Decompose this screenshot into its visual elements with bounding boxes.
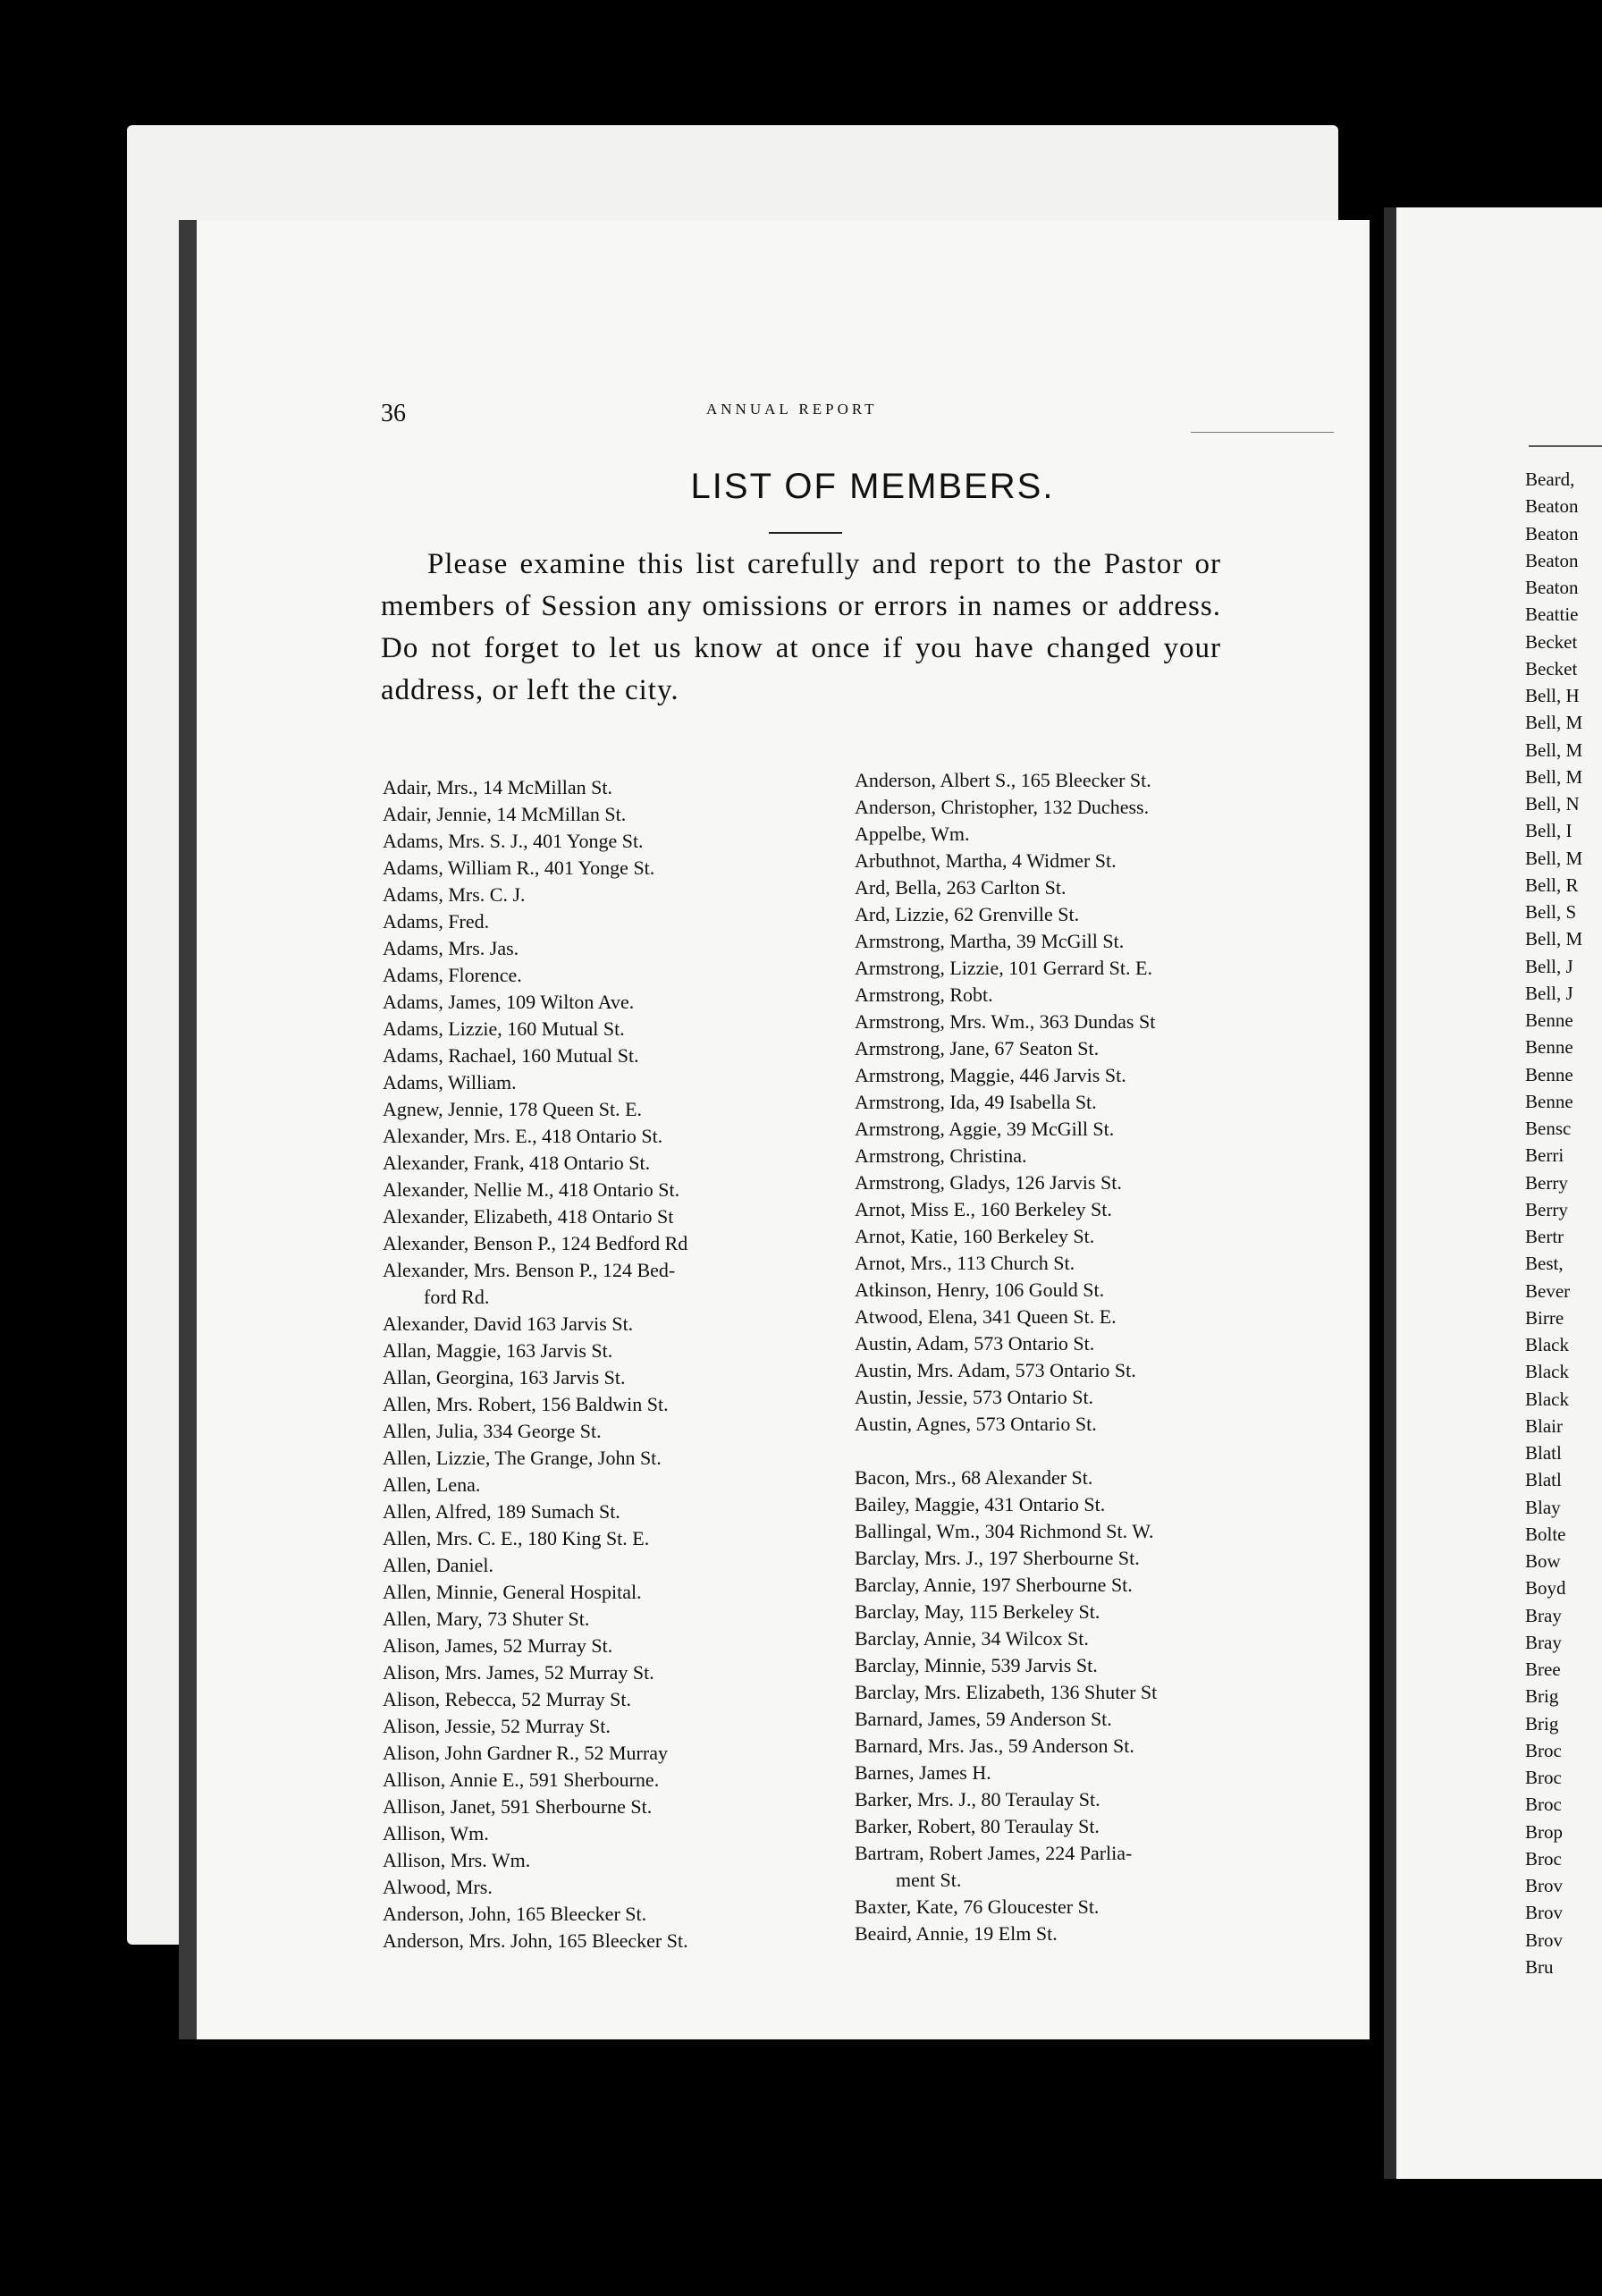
facing-member-entry: Blair bbox=[1525, 1414, 1563, 1437]
facing-member-entry: Broc bbox=[1525, 1847, 1562, 1870]
facing-member-entry: Black bbox=[1525, 1361, 1569, 1383]
facing-member-entry: Becket bbox=[1525, 657, 1578, 680]
member-entry: Arnot, Mrs., 113 Church St. bbox=[855, 1252, 1075, 1274]
facing-member-entry: Blatl bbox=[1525, 1469, 1562, 1491]
facing-member-entry: Bell, I bbox=[1525, 820, 1572, 842]
member-entry: Armstrong, Gladys, 126 Jarvis St. bbox=[855, 1171, 1122, 1194]
facing-member-entry: Bow bbox=[1525, 1550, 1561, 1572]
facing-member-entry: Broc bbox=[1525, 1794, 1562, 1816]
member-entry: Barker, Robert, 80 Teraulay St. bbox=[855, 1815, 1100, 1837]
member-entry: Austin, Adam, 573 Ontario St. bbox=[855, 1332, 1095, 1355]
facing-member-entry: Brop bbox=[1525, 1820, 1563, 1843]
facing-member-entry: Bell, J bbox=[1525, 982, 1573, 1004]
member-entry: Austin, Agnes, 573 Ontario St. bbox=[855, 1413, 1097, 1435]
member-entry: Adair, Mrs., 14 McMillan St. bbox=[383, 776, 612, 798]
facing-member-entry: Broc bbox=[1525, 1739, 1562, 1761]
member-entry: Ballingal, Wm., 304 Richmond St. W. bbox=[855, 1520, 1154, 1542]
facing-member-entry: Bell, J bbox=[1525, 955, 1573, 977]
member-entry: Armstrong, Christina. bbox=[855, 1144, 1027, 1167]
facing-page-member-list bbox=[1525, 466, 1582, 1980]
member-entry: Allison, Wm. bbox=[383, 1822, 489, 1844]
member-entry: Alison, James, 52 Murray St. bbox=[383, 1634, 613, 1657]
member-entry: Allen, Mary, 73 Shuter St. bbox=[383, 1608, 590, 1630]
member-entry: Arnot, Katie, 160 Berkeley St. bbox=[855, 1225, 1095, 1247]
member-entry: Barker, Mrs. J., 80 Teraulay St. bbox=[855, 1788, 1100, 1811]
member-entry: Alwood, Mrs. bbox=[383, 1876, 493, 1898]
facing-member-entry: Beaton bbox=[1525, 577, 1579, 598]
member-entry: Adams, Florence. bbox=[383, 964, 522, 986]
facing-member-entry: Becket bbox=[1525, 630, 1578, 653]
facing-member-entry: Berri bbox=[1525, 1144, 1564, 1167]
facing-member-entry: Bell, M bbox=[1525, 928, 1583, 950]
facing-member-entry: Beaton bbox=[1525, 549, 1579, 571]
member-entry: Anderson, Mrs. John, 165 Bleecker St. bbox=[383, 1929, 688, 1952]
member-entry: Armstrong, Robt. bbox=[855, 983, 993, 1006]
member-entry: Adams, William. bbox=[383, 1071, 517, 1093]
member-entry: Agnew, Jennie, 178 Queen St. E. bbox=[383, 1098, 643, 1120]
member-entry: Armstrong, Martha, 39 McGill St. bbox=[855, 930, 1125, 952]
facing-member-entry: Bensc bbox=[1525, 1118, 1572, 1139]
title-rule bbox=[769, 532, 842, 534]
member-entry: Ard, Lizzie, 62 Grenville St. bbox=[855, 903, 1080, 925]
member-entry: Adams, Lizzie, 160 Mutual St. bbox=[383, 1017, 625, 1040]
member-entry: Austin, Jessie, 573 Ontario St. bbox=[855, 1386, 1094, 1408]
member-entry: Arnot, Miss E., 160 Berkeley St. bbox=[855, 1198, 1112, 1220]
facing-member-entry: Black bbox=[1525, 1334, 1569, 1355]
facing-member-entry: Benne bbox=[1525, 1009, 1573, 1031]
running-head: ANNUAL REPORT bbox=[706, 401, 878, 418]
member-entry: Allen, Mrs. Robert, 156 Baldwin St. bbox=[383, 1393, 669, 1415]
facing-member-entry: Beaton bbox=[1525, 495, 1579, 518]
member-entry: Beaird, Annie, 19 Elm St. bbox=[855, 1922, 1058, 1945]
member-entry: Alexander, Mrs. Benson P., 124 Bed- bbox=[383, 1259, 676, 1281]
member-entry: Appelbe, Wm. bbox=[855, 823, 970, 845]
member-entry: Alexander, Nellie M., 418 Ontario St. bbox=[383, 1178, 680, 1201]
member-entry: Alexander, David 163 Jarvis St. bbox=[383, 1313, 634, 1335]
facing-member-entry: Beattie bbox=[1525, 604, 1579, 626]
intro-paragraph: Please examine this list carefully and report to the Pastor or members of Session any omissions or errors in names or address. Do not forget to let us know at once if you have changed your address, or left the city. bbox=[381, 548, 1221, 706]
member-entry: Adair, Jennie, 14 McMillan St. bbox=[383, 803, 627, 825]
facing-member-entry: Bever bbox=[1525, 1279, 1571, 1302]
member-entry: Anderson, Albert S., 165 Bleecker St. bbox=[855, 769, 1151, 791]
member-entry: Adams, Fred. bbox=[383, 910, 490, 933]
member-entry: Armstrong, Lizzie, 101 Gerrard St. E. bbox=[855, 957, 1152, 979]
member-entry: Adams, William R., 401 Yonge St. bbox=[383, 857, 655, 879]
member-entry: Bacon, Mrs., 68 Alexander St. bbox=[855, 1466, 1093, 1489]
member-entry: Armstrong, Mrs. Wm., 363 Dundas St bbox=[855, 1010, 1156, 1033]
member-entry: Adams, Mrs. C. J. bbox=[383, 883, 526, 906]
member-entry: Bartram, Robert James, 224 Parlia- bbox=[855, 1842, 1133, 1864]
member-entry: Allison, Mrs. Wm. bbox=[383, 1849, 531, 1871]
facing-member-entry: Berry bbox=[1525, 1171, 1568, 1194]
member-entry: Barclay, Mrs. J., 197 Sherbourne St. bbox=[855, 1547, 1140, 1569]
facing-page-rule bbox=[1529, 445, 1602, 447]
member-entry: Alison, Mrs. James, 52 Murray St. bbox=[383, 1661, 654, 1684]
facing-member-entry: Brov bbox=[1525, 1902, 1563, 1924]
facing-member-entry: Bell, N bbox=[1525, 793, 1580, 815]
member-entry: Alexander, Frank, 418 Ontario St. bbox=[383, 1152, 651, 1174]
member-entry: Armstrong, Jane, 67 Seaton St. bbox=[855, 1037, 1100, 1059]
member-list-left bbox=[383, 774, 865, 1954]
facing-member-entry: Benne bbox=[1525, 1063, 1573, 1085]
member-entry: Adams, Mrs. Jas. bbox=[383, 937, 519, 959]
member-entry: Armstrong, Ida, 49 Isabella St. bbox=[855, 1091, 1097, 1113]
header-rule bbox=[1191, 432, 1334, 433]
member-entry: Barclay, Annie, 34 Wilcox St. bbox=[855, 1627, 1089, 1650]
member-entry: Allen, Daniel. bbox=[383, 1554, 494, 1576]
member-entry: Alexander, Mrs. E., 418 Ontario St. bbox=[383, 1125, 663, 1147]
member-entry: Anderson, John, 165 Bleecker St. bbox=[383, 1903, 647, 1925]
member-entry: Alison, John Gardner R., 52 Murray bbox=[383, 1742, 668, 1764]
member-entry: Baxter, Kate, 76 Gloucester St. bbox=[855, 1895, 1100, 1918]
facing-member-entry: Benne bbox=[1525, 1090, 1573, 1112]
facing-member-entry: Beaton bbox=[1525, 522, 1579, 544]
member-entry: Barnard, James, 59 Anderson St. bbox=[855, 1708, 1112, 1730]
member-entry: Arbuthnot, Martha, 4 Widmer St. bbox=[855, 849, 1117, 872]
facing-member-entry: Bolte bbox=[1525, 1523, 1566, 1545]
member-entry: Allen, Lizzie, The Grange, John St. bbox=[383, 1447, 662, 1469]
member-entry: Allan, Maggie, 163 Jarvis St. bbox=[383, 1339, 613, 1362]
member-entry: Armstrong, Aggie, 39 McGill St. bbox=[855, 1118, 1115, 1140]
member-entry: Barclay, May, 115 Berkeley St. bbox=[855, 1600, 1100, 1623]
member-entry: Ard, Bella, 263 Carlton St. bbox=[855, 876, 1067, 899]
member-entry: Allison, Janet, 591 Sherbourne St. bbox=[383, 1795, 653, 1818]
facing-member-entry: Bell, M bbox=[1525, 712, 1583, 734]
member-entry: Adams, James, 109 Wilton Ave. bbox=[383, 991, 635, 1013]
member-entry: Allen, Alfred, 189 Sumach St. bbox=[383, 1500, 620, 1523]
facing-member-entry: Berry bbox=[1525, 1198, 1568, 1220]
member-entry: Allison, Annie E., 591 Sherbourne. bbox=[383, 1768, 660, 1791]
facing-member-entry: Brov bbox=[1525, 1875, 1563, 1896]
facing-member-entry: Brov bbox=[1525, 1929, 1563, 1951]
facing-member-entry: Brig bbox=[1525, 1712, 1559, 1735]
member-entry: Anderson, Christopher, 132 Duchess. bbox=[855, 796, 1150, 818]
member-entry: Adams, Rachael, 160 Mutual St. bbox=[383, 1044, 639, 1067]
facing-member-entry: Brig bbox=[1525, 1685, 1559, 1708]
facing-member-entry: Bray bbox=[1525, 1604, 1562, 1626]
facing-member-entry: Blay bbox=[1525, 1496, 1561, 1518]
member-entry: Barclay, Annie, 197 Sherbourne St. bbox=[855, 1574, 1133, 1596]
member-entry: Austin, Mrs. Adam, 573 Ontario St. bbox=[855, 1359, 1136, 1381]
member-entry: Atkinson, Henry, 106 Gould St. bbox=[855, 1279, 1105, 1301]
facing-member-entry: Bree bbox=[1525, 1659, 1561, 1680]
facing-member-entry: Bell, M bbox=[1525, 765, 1583, 788]
facing-member-entry: Blatl bbox=[1525, 1442, 1562, 1464]
member-entry: Armstrong, Maggie, 446 Jarvis St. bbox=[855, 1064, 1126, 1086]
facing-member-entry: Bru bbox=[1525, 1955, 1554, 1978]
facing-member-entry: Bell, M bbox=[1525, 739, 1583, 761]
facing-member-entry: Broc bbox=[1525, 1767, 1562, 1788]
facing-member-entry: Black bbox=[1525, 1388, 1569, 1410]
member-entry: Allen, Mrs. C. E., 180 King St. E. bbox=[383, 1527, 650, 1549]
member-entry: Allan, Georgina, 163 Jarvis St. bbox=[383, 1366, 626, 1389]
member-entry: Allen, Minnie, General Hospital. bbox=[383, 1581, 642, 1603]
facing-member-entry: Best, bbox=[1525, 1253, 1564, 1275]
member-entry: Barnes, James H. bbox=[855, 1761, 991, 1784]
facing-member-entry: Birre bbox=[1525, 1306, 1564, 1329]
member-entry-continuation: ford Rd. bbox=[424, 1286, 490, 1308]
member-entry: Barnard, Mrs. Jas., 59 Anderson St. bbox=[855, 1735, 1134, 1757]
facing-member-entry: Boyd bbox=[1525, 1577, 1566, 1600]
facing-member-entry: Bell, R bbox=[1525, 874, 1579, 896]
member-entry: Alexander, Benson P., 124 Bedford Rd bbox=[383, 1232, 688, 1254]
facing-member-entry: Bell, H bbox=[1525, 685, 1580, 706]
member-entry: Alison, Jessie, 52 Murray St. bbox=[383, 1715, 611, 1737]
facing-member-entry: Bertr bbox=[1525, 1226, 1564, 1247]
member-entry: Adams, Mrs. S. J., 401 Yonge St. bbox=[383, 830, 644, 852]
member-entry: Alison, Rebecca, 52 Murray St. bbox=[383, 1688, 631, 1710]
member-entry: Atwood, Elena, 341 Queen St. E. bbox=[855, 1305, 1117, 1328]
page-number: 36 bbox=[381, 400, 406, 427]
member-entry: Allen, Lena. bbox=[383, 1473, 481, 1496]
facing-member-entry: Bell, S bbox=[1525, 901, 1577, 923]
member-entry: Bailey, Maggie, 431 Ontario St. bbox=[855, 1493, 1106, 1515]
facing-member-entry: Bray bbox=[1525, 1631, 1562, 1653]
member-list-right bbox=[855, 767, 1337, 1947]
member-entry: Allen, Julia, 334 George St. bbox=[383, 1420, 602, 1442]
section-gap bbox=[855, 1438, 1337, 1465]
facing-member-entry: Benne bbox=[1525, 1036, 1573, 1059]
member-entry: Alexander, Elizabeth, 418 Ontario St bbox=[383, 1205, 674, 1228]
facing-member-entry: Beard, bbox=[1525, 468, 1575, 490]
facing-member-entry: Bell, M bbox=[1525, 847, 1583, 869]
member-entry-continuation: ment St. bbox=[896, 1869, 962, 1891]
member-entry: Barclay, Minnie, 539 Jarvis St. bbox=[855, 1654, 1098, 1676]
page-title: LIST OF MEMBERS. bbox=[690, 467, 1055, 506]
member-entry: Barclay, Mrs. Elizabeth, 136 Shuter St bbox=[855, 1681, 1158, 1703]
